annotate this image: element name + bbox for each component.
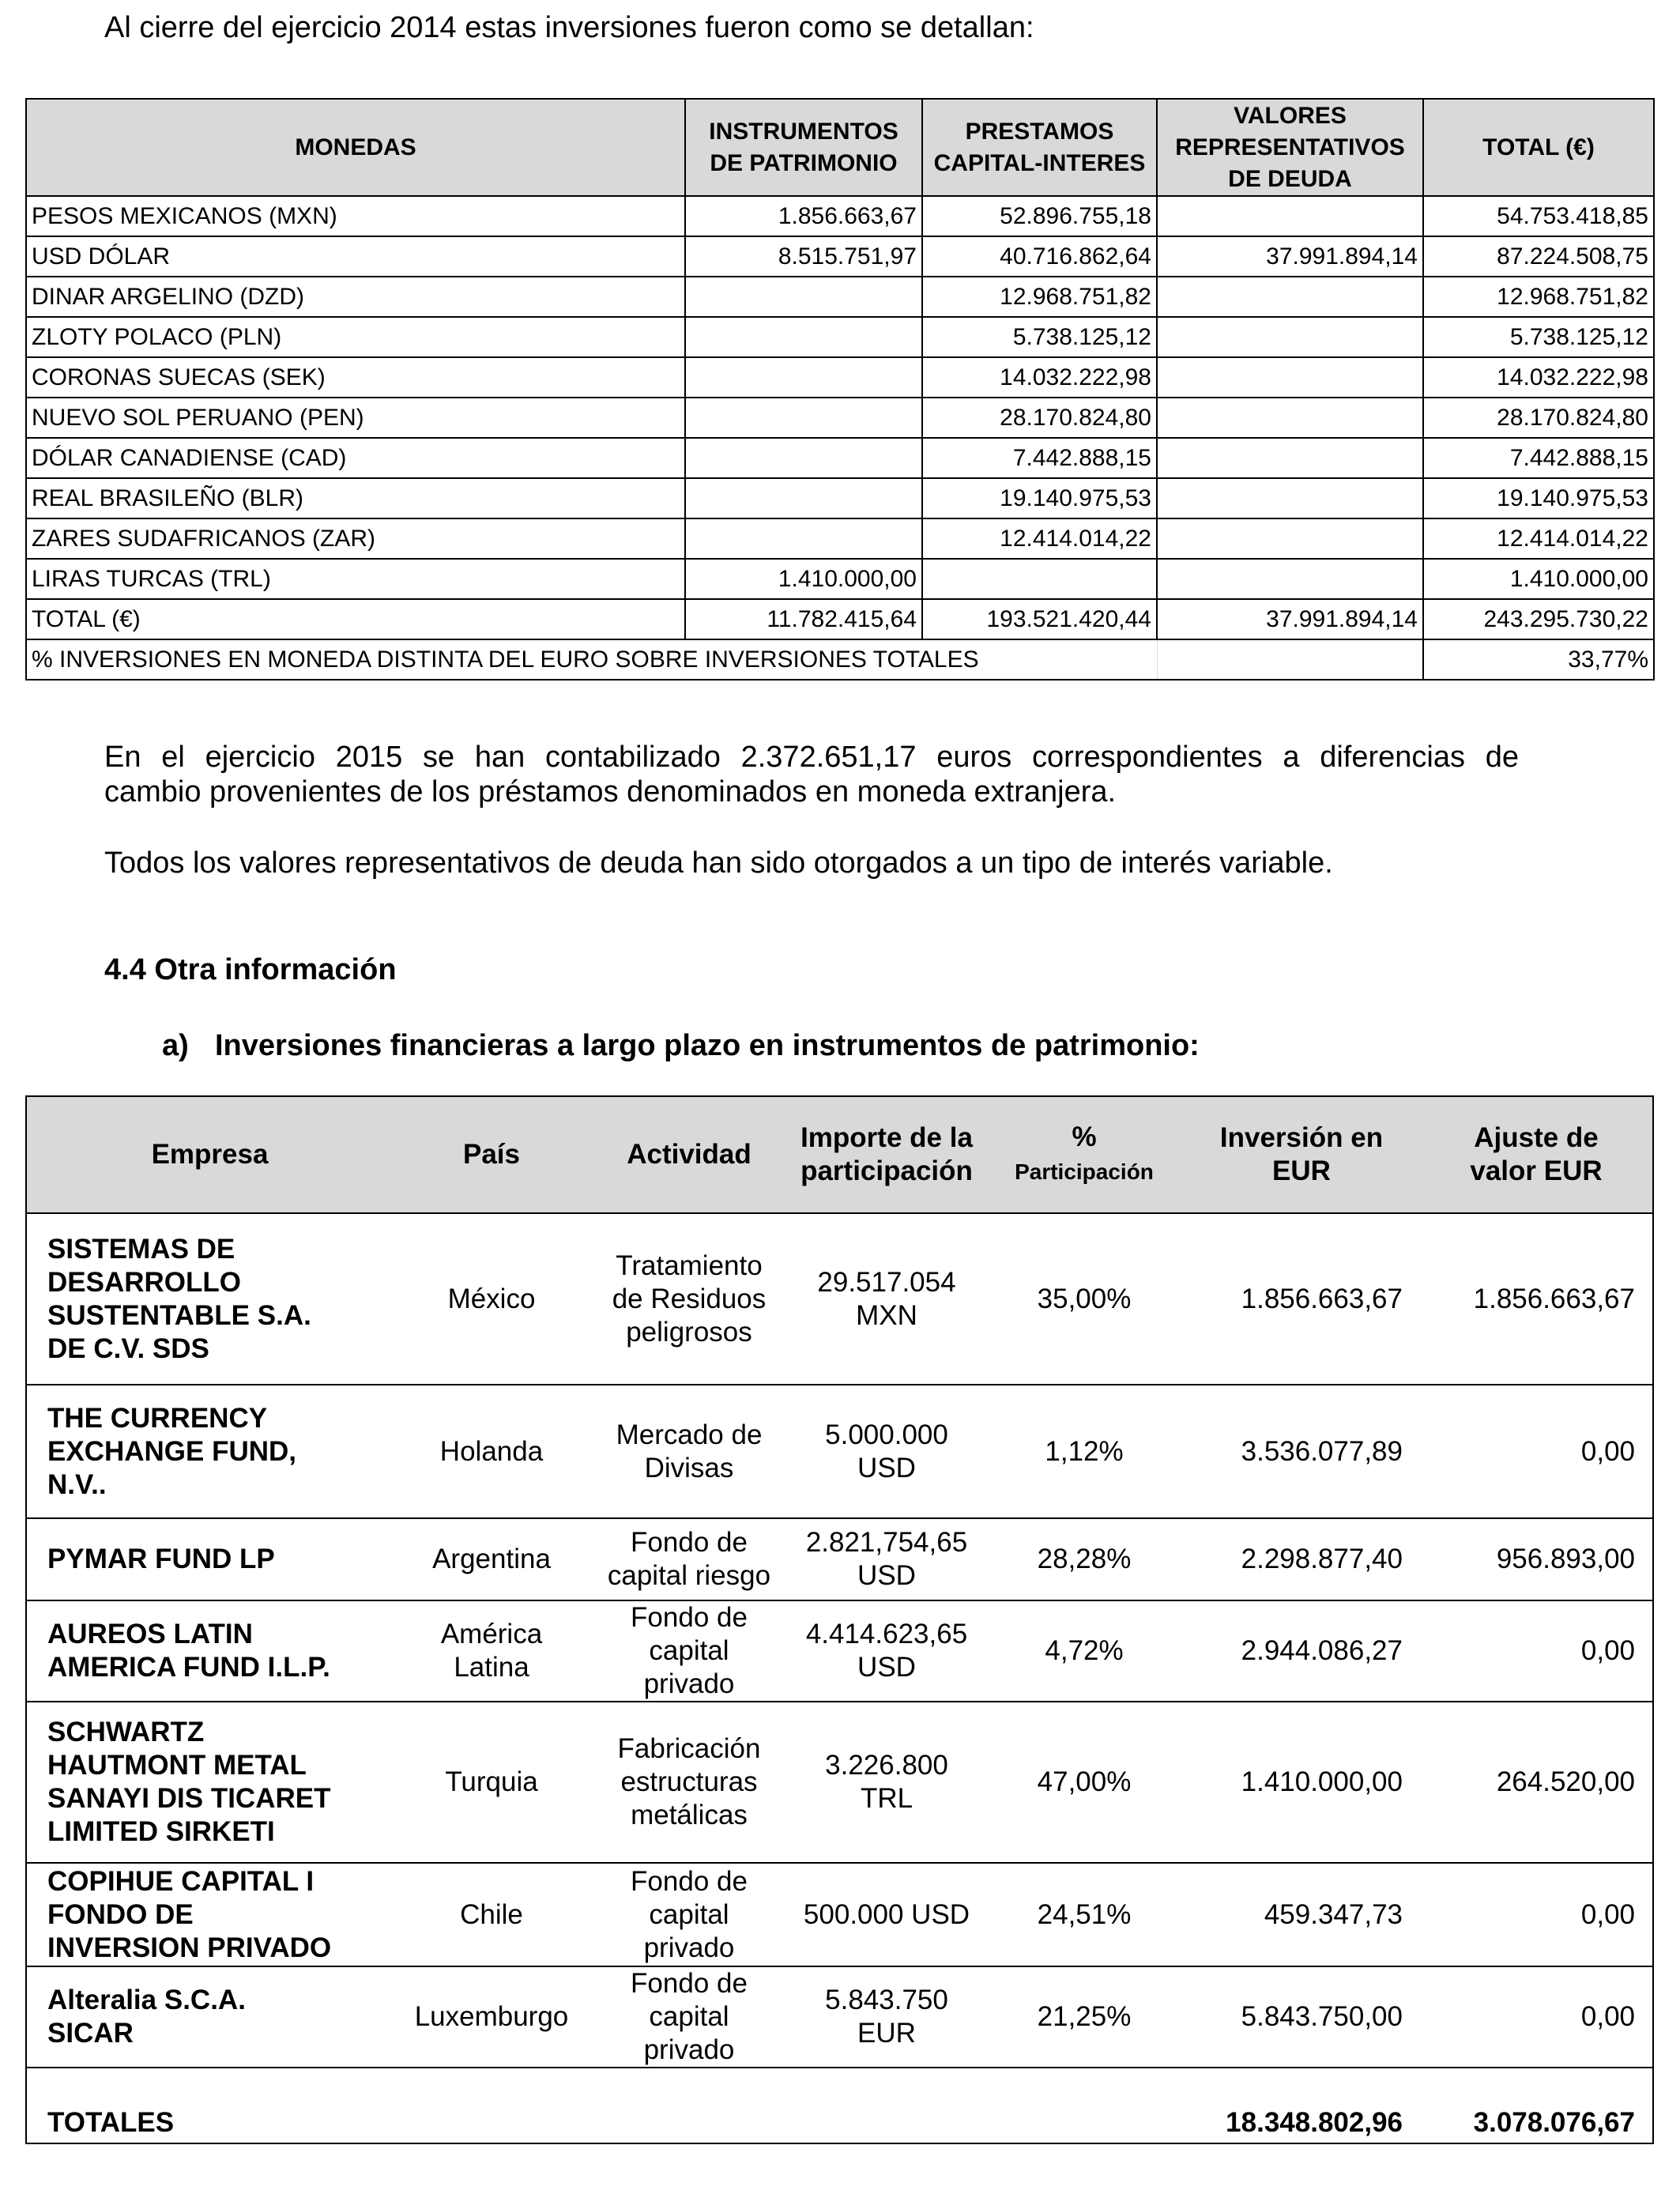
company-name-cell — [26, 1702, 393, 1863]
country-cell — [393, 1702, 590, 1863]
header-ajuste-line2: valor EUR — [1470, 1155, 1603, 1186]
header-actividad: Actividad — [590, 1096, 788, 1213]
table1-header-cell — [1157, 99, 1423, 196]
country-cell — [393, 1518, 590, 1600]
investment-eur-cell: 3.536.077,89 — [1183, 1385, 1420, 1518]
table1-percent-row — [26, 639, 1654, 680]
investment-eur-cell: 2.944.086,27 — [1183, 1600, 1420, 1702]
stake-amount-cell — [788, 1600, 985, 1702]
section-title: 4.4 Otra información — [104, 953, 397, 986]
table1-header-cell — [1423, 99, 1654, 196]
investment-eur-cell: 1.856.663,67 — [1183, 1213, 1420, 1385]
stake-percent-cell: 28,28% — [985, 1518, 1183, 1600]
table1-row — [26, 398, 1654, 438]
stake-amount-cell-line: 29.517.054 — [817, 1266, 956, 1298]
value-adjustment-cell: 0,00 — [1420, 1966, 1653, 2068]
header-porcentaje-line1: % — [1072, 1122, 1097, 1152]
country-cell-line: Chile — [460, 1898, 523, 1930]
stake-amount-cell-line: 500.000 USD — [803, 1898, 970, 1930]
table1-header-line: MONEDAS — [295, 134, 416, 160]
activity-cell-line: estructuras — [620, 1766, 758, 1797]
amount-cell — [1157, 398, 1423, 438]
currency-name-cell: ZLOTY POLACO (PLN) — [26, 317, 685, 357]
stake-amount-cell-line: 4.414.623,65 — [805, 1619, 968, 1649]
intro-text: Al cierre del ejercicio 2014 estas inversiones fueron como se detallan: — [104, 11, 1034, 44]
activity-cell-line: peligrosos — [626, 1316, 752, 1348]
activity-cell-line: metálicas — [631, 1800, 748, 1830]
country-cell — [393, 1966, 590, 2068]
company-name-cell-line: AMERICA FUND I.L.P. — [47, 1652, 330, 1683]
company-name-cell — [26, 1966, 393, 2068]
investment-row — [26, 1518, 1653, 1600]
amount-cell: 12.414.014,22 — [922, 518, 1157, 559]
amount-cell: 14.032.222,98 — [1423, 357, 1654, 398]
table1-header-cell — [26, 99, 685, 196]
header-pais: País — [393, 1096, 590, 1213]
activity-cell-line: Fondo de — [631, 1527, 748, 1558]
table1-header-line: CAPITAL-INTERES — [933, 149, 1146, 176]
amount-cell: 19.140.975,53 — [1423, 478, 1654, 518]
percent-label-cell: % INVERSIONES EN MONEDA DISTINTA DEL EURO SOBRE INVERSIONES TOTALES — [26, 639, 1157, 680]
table1-row — [26, 438, 1654, 478]
country-cell-line: Argentina — [432, 1544, 551, 1574]
amount-cell: 1.410.000,00 — [685, 559, 922, 599]
company-name-cell-line: COPIHUE CAPITAL I — [47, 1865, 315, 1897]
amount-cell: 12.414.014,22 — [1423, 518, 1654, 559]
amount-cell — [685, 277, 922, 317]
amount-cell — [1157, 478, 1423, 518]
investment-row — [26, 1702, 1653, 1863]
amount-cell: 28.170.824,80 — [922, 398, 1157, 438]
table1-header-line: INSTRUMENTOS — [709, 118, 898, 145]
header-inversion-line1: Inversión en — [1219, 1122, 1384, 1153]
table1-row — [26, 518, 1654, 559]
amount-cell: 14.032.222,98 — [922, 357, 1157, 398]
stake-amount-cell — [788, 1518, 985, 1600]
totals-adjustment-cell: 3.078.076,67 — [1420, 2068, 1653, 2143]
amount-cell — [1157, 196, 1423, 236]
activity-cell — [590, 1518, 788, 1600]
table1-row — [26, 317, 1654, 357]
table1-header-line: TOTAL (€) — [1482, 134, 1595, 160]
country-cell — [393, 1213, 590, 1385]
activity-cell — [590, 1966, 788, 2068]
amount-cell: 37.991.894,14 — [1157, 236, 1423, 277]
activity-cell-line: capital — [649, 1898, 729, 1930]
country-cell-line: Holanda — [439, 1435, 544, 1467]
stake-amount-cell — [788, 1702, 985, 1863]
amount-cell: 5.738.125,12 — [922, 317, 1157, 357]
paragraph-2015-line1: En el ejercicio 2015 se han contabilizado 2.372.651,17 euros correspondientes a diferencias de — [104, 741, 1519, 774]
amount-cell — [685, 398, 922, 438]
subsection-title: Inversiones financieras a largo plazo en instrumentos de patrimonio: — [215, 1029, 1200, 1062]
activity-cell-line: Mercado de — [616, 1419, 763, 1450]
stake-amount-cell — [788, 1863, 985, 1966]
currency-name-cell: CORONAS SUECAS (SEK) — [26, 357, 685, 398]
amount-cell — [1157, 317, 1423, 357]
header-importe-line1: Importe de la — [800, 1122, 973, 1153]
value-adjustment-cell: 0,00 — [1420, 1600, 1653, 1702]
amount-cell: 12.968.751,82 — [1423, 277, 1654, 317]
amount-cell — [1157, 357, 1423, 398]
company-name-cell-line: DE C.V. SDS — [47, 1333, 209, 1364]
company-name-cell — [26, 1518, 393, 1600]
table1-row — [26, 196, 1654, 236]
amount-cell: 87.224.508,75 — [1423, 236, 1654, 277]
value-adjustment-cell: 0,00 — [1420, 1863, 1653, 1966]
amount-cell: 1.410.000,00 — [1423, 559, 1654, 599]
amount-cell: 7.442.888,15 — [1423, 438, 1654, 478]
stake-percent-cell: 35,00% — [985, 1213, 1183, 1385]
table1-total-row — [26, 599, 1654, 639]
company-name-cell-line: AUREOS LATIN — [47, 1619, 253, 1649]
activity-cell-line: Fondo de — [631, 1602, 748, 1633]
amount-cell: 243.295.730,22 — [1423, 599, 1654, 639]
activity-cell — [590, 1702, 788, 1863]
currency-name-cell: PESOS MEXICANOS (MXN) — [26, 196, 685, 236]
investment-row — [26, 1385, 1653, 1518]
amount-cell: 37.991.894,14 — [1157, 599, 1423, 639]
amount-cell — [685, 317, 922, 357]
stake-percent-cell: 24,51% — [985, 1863, 1183, 1966]
company-name-cell-line: INVERSION PRIVADO — [47, 1932, 332, 1963]
investment-eur-cell: 5.843.750,00 — [1183, 1966, 1420, 2068]
table1-row — [26, 478, 1654, 518]
table1-row — [26, 236, 1654, 277]
percent-empty-cell — [1157, 639, 1423, 680]
investment-row — [26, 1600, 1653, 1702]
activity-cell — [590, 1863, 788, 1966]
currency-name-cell: LIRAS TURCAS (TRL) — [26, 559, 685, 599]
activity-cell-line: Fabricación — [617, 1733, 761, 1764]
company-name-cell-line: Alteralia S.C.A. — [47, 1985, 246, 2015]
table1-row — [26, 277, 1654, 317]
activity-cell-line: Fondo de — [631, 1968, 748, 1999]
company-name-cell — [26, 1385, 393, 1518]
subsection-marker: a) — [162, 1029, 189, 1062]
company-name-cell-line: THE CURRENCY — [47, 1402, 268, 1434]
activity-cell — [590, 1600, 788, 1702]
amount-cell: 193.521.420,44 — [922, 599, 1157, 639]
stake-percent-cell: 47,00% — [985, 1702, 1183, 1863]
stake-amount-cell-line: 3.226.800 — [825, 1750, 948, 1781]
stake-amount-cell-line: 2.821,754,65 — [805, 1527, 968, 1558]
currency-name-cell: DÓLAR CANADIENSE (CAD) — [26, 438, 685, 478]
header-ajuste — [1420, 1096, 1653, 1213]
company-name-cell-line: SCHWARTZ — [47, 1717, 205, 1747]
activity-cell-line: Divisas — [644, 1452, 734, 1483]
company-name-cell-line: EXCHANGE FUND, — [47, 1435, 297, 1467]
amount-cell: 52.896.755,18 — [922, 196, 1157, 236]
stake-amount-cell — [788, 1966, 985, 2068]
country-cell-line: Luxemburgo — [414, 2001, 569, 2032]
value-adjustment-cell: 264.520,00 — [1420, 1702, 1653, 1863]
country-cell-line: Turquia — [445, 1766, 538, 1797]
header-empresa: Empresa — [26, 1096, 393, 1213]
totals-label-cell: TOTALES — [26, 2068, 393, 2143]
company-name-cell-line: DESARROLLO — [47, 1266, 241, 1298]
country-cell-line: México — [447, 1283, 536, 1314]
table1-row — [26, 357, 1654, 398]
header-importe — [788, 1096, 985, 1213]
activity-cell-line: Tratamiento — [616, 1250, 763, 1281]
stake-amount-cell-line: USD — [857, 1452, 916, 1483]
country-cell-line: América — [440, 1619, 543, 1649]
amount-cell: 54.753.418,85 — [1423, 196, 1654, 236]
table1-header-line: DE PATRIMONIO — [710, 149, 898, 176]
amount-cell — [1157, 277, 1423, 317]
company-name-cell — [26, 1213, 393, 1385]
percent-value-cell: 33,77% — [1423, 639, 1654, 680]
activity-cell-line: capital — [649, 2001, 729, 2032]
stake-amount-cell — [788, 1385, 985, 1518]
company-name-cell — [26, 1863, 393, 1966]
activity-cell-line: capital riesgo — [607, 1560, 771, 1591]
currency-name-cell: NUEVO SOL PERUANO (PEN) — [26, 398, 685, 438]
amount-cell — [1157, 518, 1423, 559]
currency-investments-table — [25, 98, 1655, 680]
stake-amount-cell-line: 5.843.750 — [825, 1985, 948, 2015]
currency-name-cell: DINAR ARGELINO (DZD) — [26, 277, 685, 317]
amount-cell: 12.968.751,82 — [922, 277, 1157, 317]
table1-header-line: DE DEUDA — [1228, 165, 1352, 192]
totals-row — [26, 2068, 1653, 2143]
amount-cell: 8.515.751,97 — [685, 236, 922, 277]
company-name-cell-line: FONDO DE — [47, 1898, 194, 1930]
stake-percent-cell: 1,12% — [985, 1385, 1183, 1518]
table1-header-row — [26, 99, 1654, 196]
stake-percent-cell: 21,25% — [985, 1966, 1183, 2068]
amount-cell: 28.170.824,80 — [1423, 398, 1654, 438]
value-adjustment-cell: 1.856.663,67 — [1420, 1213, 1653, 1385]
stake-amount-cell-line: MXN — [856, 1299, 917, 1331]
activity-cell-line: privado — [643, 2034, 735, 2065]
company-name-cell-line: SISTEMAS DE — [47, 1233, 235, 1265]
investment-row — [26, 1863, 1653, 1966]
company-name-cell-line: LIMITED SIRKETI — [47, 1816, 275, 1847]
table1-header-line: REPRESENTATIVOS — [1175, 134, 1405, 160]
country-cell — [393, 1863, 590, 1966]
currency-name-cell: USD DÓLAR — [26, 236, 685, 277]
value-adjustment-cell: 956.893,00 — [1420, 1518, 1653, 1600]
equity-investments-table — [25, 1095, 1654, 2144]
amount-cell — [685, 478, 922, 518]
totals-investment-cell: 18.348.802,96 — [1183, 2068, 1420, 2143]
amount-cell: 40.716.862,64 — [922, 236, 1157, 277]
table1-header-cell — [685, 99, 922, 196]
amount-cell: 19.140.975,53 — [922, 478, 1157, 518]
table1-row — [26, 559, 1654, 599]
header-porcentaje — [985, 1096, 1183, 1213]
stake-amount-cell-line: 5.000.000 — [825, 1419, 948, 1450]
paragraph-variable-interest: Todos los valores representativos de deuda han sido otorgados a un tipo de interés variable. — [104, 846, 1333, 880]
amount-cell — [685, 518, 922, 559]
company-name-cell-line: HAUTMONT METAL — [47, 1750, 307, 1781]
activity-cell-line: Fondo de — [631, 1865, 748, 1897]
stake-amount-cell — [788, 1213, 985, 1385]
country-cell-line: Latina — [454, 1652, 529, 1683]
header-porcentaje-line2: Participación — [1015, 1159, 1154, 1184]
country-cell — [393, 1385, 590, 1518]
investment-row — [26, 1966, 1653, 2068]
activity-cell-line: privado — [643, 1668, 735, 1699]
header-importe-line2: participación — [800, 1155, 973, 1186]
amount-cell: 1.856.663,67 — [685, 196, 922, 236]
header-ajuste-line1: Ajuste de — [1474, 1122, 1599, 1153]
activity-cell — [590, 1213, 788, 1385]
currency-name-cell: ZARES SUDAFRICANOS (ZAR) — [26, 518, 685, 559]
stake-amount-cell-line: USD — [857, 1652, 916, 1683]
investment-eur-cell: 2.298.877,40 — [1183, 1518, 1420, 1600]
company-name-cell-line: SICAR — [47, 2018, 134, 2049]
table1-header-cell — [922, 99, 1157, 196]
country-cell — [393, 1600, 590, 1702]
stake-percent-cell: 4,72% — [985, 1600, 1183, 1702]
amount-cell — [685, 438, 922, 478]
totals-empty-cell — [393, 2068, 1183, 2143]
amount-cell — [1157, 559, 1423, 599]
table2-header-row — [26, 1096, 1653, 1213]
header-inversion-line2: EUR — [1272, 1155, 1331, 1186]
table1-header-line: PRESTAMOS — [965, 118, 1114, 145]
amount-cell: 7.442.888,15 — [922, 438, 1157, 478]
company-name-cell-line: SUSTENTABLE S.A. — [47, 1299, 311, 1331]
amount-cell: 5.738.125,12 — [1423, 317, 1654, 357]
currency-name-cell: TOTAL (€) — [26, 599, 685, 639]
investment-eur-cell: 1.410.000,00 — [1183, 1702, 1420, 1863]
table1-header-line: VALORES — [1234, 102, 1347, 129]
stake-amount-cell-line: USD — [857, 1560, 916, 1591]
amount-cell — [685, 357, 922, 398]
company-name-cell-line: SANAYI DIS TICARET — [47, 1783, 331, 1814]
currency-name-cell: REAL BRASILEÑO (BLR) — [26, 478, 685, 518]
activity-cell-line: privado — [643, 1932, 735, 1963]
amount-cell — [1157, 438, 1423, 478]
activity-cell-line: de Residuos — [612, 1283, 767, 1314]
investment-eur-cell: 459.347,73 — [1183, 1863, 1420, 1966]
investment-row — [26, 1213, 1653, 1385]
stake-amount-cell-line: EUR — [857, 2018, 916, 2049]
activity-cell-line: capital — [649, 1635, 729, 1666]
amount-cell — [922, 559, 1157, 599]
company-name-cell-line: N.V.. — [47, 1468, 107, 1500]
paragraph-2015-line2: cambio provenientes de los préstamos denominados en moneda extranjera. — [104, 775, 1117, 809]
stake-amount-cell-line: TRL — [860, 1783, 913, 1814]
company-name-cell — [26, 1600, 393, 1702]
company-name-cell-line: PYMAR FUND LP — [47, 1544, 275, 1574]
activity-cell — [590, 1385, 788, 1518]
value-adjustment-cell: 0,00 — [1420, 1385, 1653, 1518]
amount-cell: 11.782.415,64 — [685, 599, 922, 639]
header-inversion — [1183, 1096, 1420, 1213]
